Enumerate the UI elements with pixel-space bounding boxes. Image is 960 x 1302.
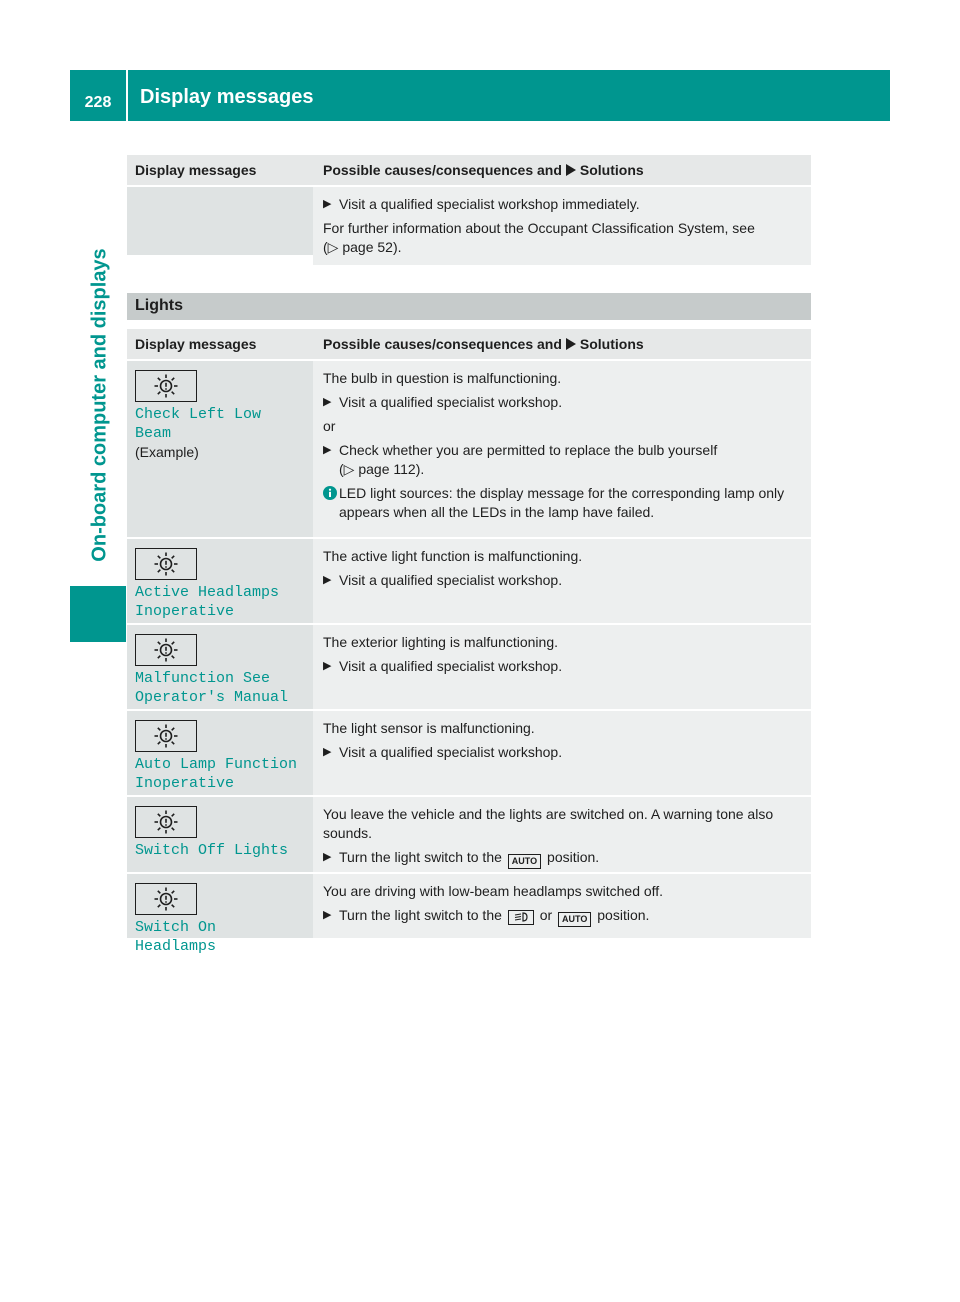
column-header-causes: [313, 329, 811, 359]
step-text: Visit a qualified specialist workshop.: [339, 572, 563, 588]
cause-cell: [313, 711, 811, 795]
chapter-tab-label: On-board computer and displays: [88, 248, 111, 562]
display-message-text: Auto Lamp Function: [135, 756, 298, 773]
section-title-lights: Lights: [127, 293, 811, 320]
cause-cell: [313, 797, 811, 872]
message-cell: [127, 711, 313, 795]
lamp-warning-icon: [135, 883, 197, 915]
page-reference[interactable]: (▷ page 52).: [323, 239, 402, 255]
table-row: [127, 709, 811, 795]
lamp-warning-icon: [135, 806, 197, 838]
column-header-causes-text: Possible causes/consequences and: [323, 162, 562, 178]
step-arrow-icon: ▶: [323, 909, 332, 921]
message-cell: [127, 797, 313, 872]
cause-text: You are driving with low-beam headlamps switched off.: [323, 883, 664, 899]
lamp-warning-icon: [135, 370, 197, 402]
info-icon: [323, 484, 339, 522]
lights-table: [127, 329, 811, 955]
display-message-text: Inoperative: [135, 603, 235, 620]
display-message-text: Active Headlamps: [135, 584, 280, 601]
lamp-warning-icon: [135, 720, 197, 752]
step-text: Visit a qualified specialist workshop.: [339, 658, 563, 674]
lamp-warning-icon: [135, 548, 197, 580]
step-arrow-icon: ▶: [323, 660, 332, 672]
display-message-text: Operator's Manual: [135, 689, 289, 706]
lamp-warning-icon: [135, 634, 197, 666]
display-message-text: Inoperative: [135, 775, 235, 792]
solution-step: [323, 657, 803, 676]
step-arrow-icon: ▶: [323, 198, 332, 210]
message-cell: [127, 539, 313, 623]
column-header-causes: [313, 155, 811, 185]
page-ref-arrow-icon: ▷: [327, 239, 339, 255]
solution-arrow-icon: [566, 164, 576, 176]
column-header-solutions-text: Solutions: [579, 336, 644, 352]
table-row: [127, 623, 811, 709]
page-reference[interactable]: (▷ page 112).: [339, 461, 425, 477]
step-arrow-icon: ▶: [323, 746, 332, 758]
solution-arrow-icon: [566, 338, 576, 350]
page-number: 228: [84, 94, 112, 111]
step-text: Check whether you are permitted to replace the bulb yourself (▷ page 112).: [339, 442, 718, 477]
display-message-text: Switch On Headlamps: [135, 919, 217, 955]
cause-text: You leave the vehicle and the lights are switched on. A warning tone also sounds.: [323, 806, 774, 841]
info-text-body: For further information about the Occupant Classification System, see: [323, 220, 755, 236]
cause-text: The light sensor is malfunctioning.: [323, 720, 535, 736]
page-title: Display messages: [140, 86, 314, 108]
cause-text: The exterior lighting is malfunctioning.: [323, 634, 559, 650]
solution-step: [323, 195, 803, 214]
low-beam-switch-icon: [508, 910, 534, 925]
cause-cell: [313, 625, 811, 709]
solution-step: [323, 743, 803, 762]
solution-step: [323, 906, 803, 927]
table-header-row: [127, 329, 811, 359]
solution-step: [323, 441, 803, 479]
step-text: Visit a qualified specialist workshop.: [339, 394, 563, 410]
info-note: [323, 484, 803, 522]
solution-step: [323, 848, 803, 869]
example-label: (Example): [135, 444, 199, 460]
column-header-messages: Display messages: [127, 155, 313, 185]
table-row: [127, 359, 811, 537]
table-row: [127, 872, 811, 955]
step-arrow-icon: ▶: [323, 851, 332, 863]
message-cell: [127, 625, 313, 709]
cause-text: The active light function is malfunctioning.: [323, 548, 583, 564]
note-text: LED light sources: the display message for the corresponding lamp only appears when all the LEDs in the lamp have failed.: [339, 485, 785, 520]
info-text: [323, 219, 803, 257]
message-cell: [127, 874, 313, 955]
step-text: Visit a qualified specialist workshop.: [339, 744, 563, 760]
step-text: Turn the light switch to the or AUTO position.: [339, 906, 649, 927]
table-row: [127, 185, 811, 265]
message-cell: [127, 361, 313, 537]
solution-step: [323, 393, 803, 412]
chapter-tab-marker: [70, 586, 126, 642]
auto-switch-icon: AUTO: [558, 912, 591, 927]
step-text: Turn the light switch to the AUTO position.: [339, 848, 599, 869]
step-arrow-icon: ▶: [323, 444, 332, 456]
display-message-text: Malfunction See: [135, 670, 271, 687]
cause-cell: [313, 361, 811, 537]
cause-cell: [313, 874, 811, 938]
column-header-messages: Display messages: [127, 329, 313, 359]
message-cell: [127, 187, 313, 255]
or-text: or: [323, 418, 336, 434]
step-text: Visit a qualified specialist workshop immediately.: [339, 196, 640, 212]
step-arrow-icon: ▶: [323, 574, 332, 586]
display-message-text: Check Left Low Beam: [135, 406, 262, 442]
continued-table: [127, 155, 811, 265]
cause-text: The bulb in question is malfunctioning.: [323, 370, 562, 386]
display-message-text: Switch Off Lights: [135, 842, 289, 859]
auto-switch-icon: AUTO: [508, 854, 541, 869]
page-ref-arrow-icon: ▷: [343, 461, 355, 477]
table-header-row: [127, 155, 811, 185]
column-header-solutions-text: Solutions: [579, 162, 644, 178]
table-row: [127, 795, 811, 872]
cause-cell: [313, 539, 811, 623]
step-arrow-icon: ▶: [323, 396, 332, 408]
cause-cell: [313, 187, 811, 265]
header-divider: [126, 70, 128, 121]
solution-step: [323, 571, 803, 590]
table-row: [127, 537, 811, 623]
column-header-causes-text: Possible causes/consequences and: [323, 336, 562, 352]
